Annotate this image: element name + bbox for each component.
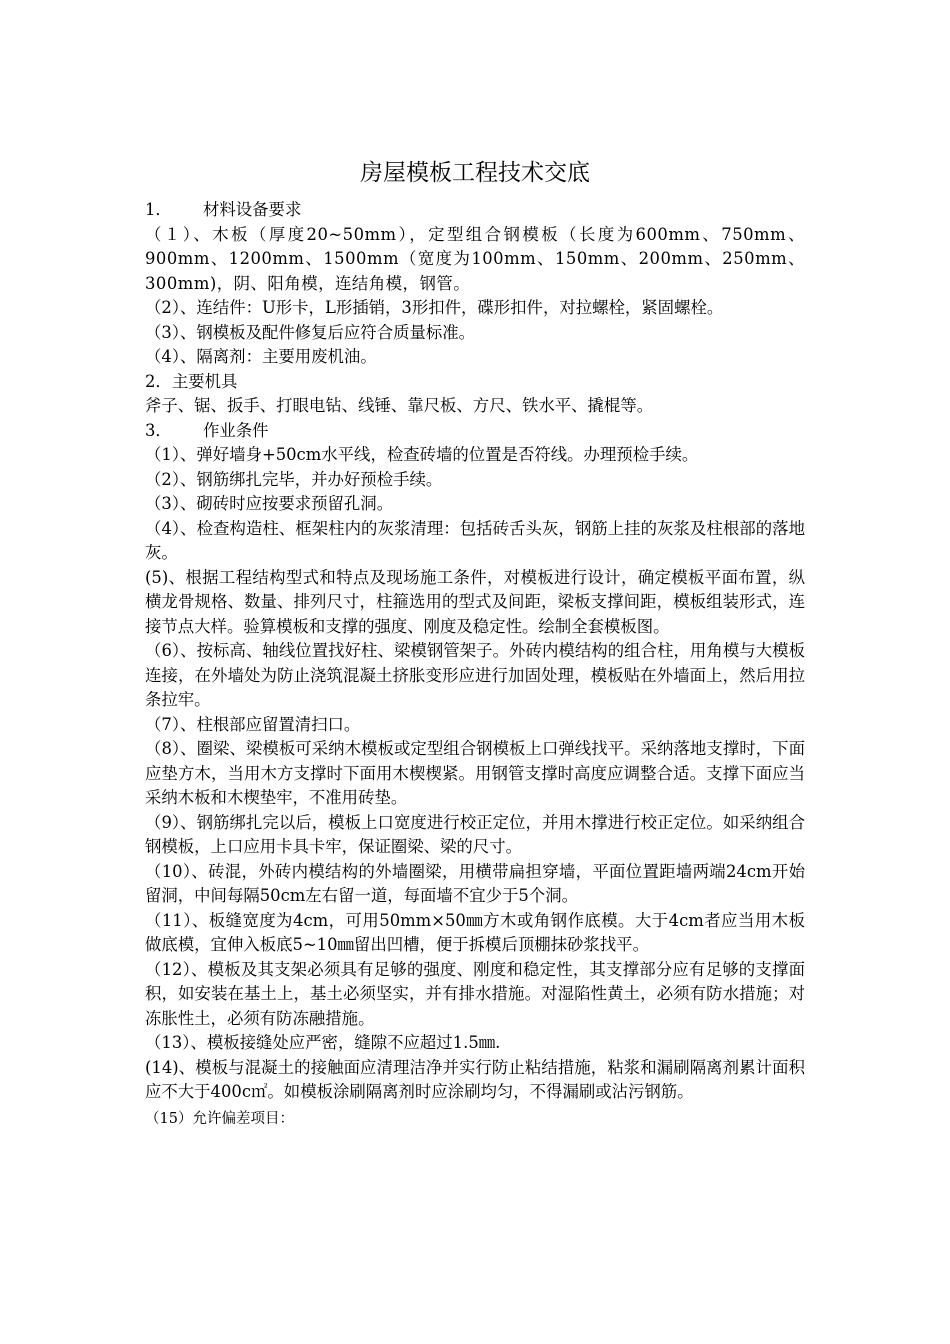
- document-title: 房屋模板工程技术交底: [360, 160, 590, 186]
- section-heading-3: [145, 419, 805, 444]
- paragraph: （10）、砖混，外砖内模结构的外墙圈梁，用横带扁担穿墙，平面位置距墙两端24cm开始留洞，中间每隔50cm左右留一道，每面墙不宜少于5个洞。: [145, 861, 805, 905]
- section-number: 3．: [145, 420, 172, 440]
- paragraph: （4）、检查构造柱、框架柱内的灰浆清理：包括砖舌头灰，钢筋上挂的灰浆及柱根部的落地灰。: [145, 518, 805, 562]
- paragraph: （13）、模板接缝处应严密，缝隙不应超过1.5㎜.: [145, 1033, 501, 1052]
- section-heading-1: [145, 198, 805, 223]
- section-title: 主要机具: [171, 371, 238, 391]
- paragraph: （2）、钢筋绑扎完毕，并办好预检手续。: [145, 469, 443, 489]
- paragraph: （11）、板缝宽度为4cm，可用50mm×50㎜方木或角钢作底模。大于4cm者应当用木板做底模，宜伸入板底5~10㎜留出凹槽，便于拆模后顶棚抹砂浆找平。: [145, 910, 805, 954]
- section-heading-2: [145, 370, 805, 395]
- paragraph: （7）、柱根部应留置清扫口。: [145, 714, 361, 734]
- paragraph: (14)、模板与混凝土的接触面应清理洁净并实行防止粘结措施，粘浆和漏刷隔离剂累计面积应不大于400c㎡。如模板涂刷隔离剂时应涂刷均匀，不得漏刷或沾污钢筋。: [145, 1057, 805, 1101]
- section-number: 1．: [145, 200, 172, 219]
- paragraph: （1）、弹好墙身+50cm水平线，检查砖墙的位置是否符线。办理预检手续。: [145, 445, 699, 464]
- paragraph: （6）、按标高、轴线位置找好柱、梁模钢管架子。外砖内模结构的组合柱，用角模与大模板连接，在外墙处为防止浇筑混凝土挤胀变形应进行加固处理，模板贴在外墙面上，然后用拉条拉牢。: [145, 641, 805, 709]
- paragraph: （8）、圈梁、梁模板可采纳木模板或定型组合钢模板上口弹线找平。采纳落地支撑时，下面应垫方木，当用木方支撑时下面用木楔楔紧。用钢管支撑时高度应调整合适。支撑下面应当采纳木板和木楔垫牢，不准用砖垫。: [145, 739, 805, 807]
- paragraph: （9）、钢筋绑扎完以后，模板上口宽度进行校正定位，并用木撑进行校正定位。如采纳组合钢模板，上口应用卡具卡牢，保证圈梁、梁的尺寸。: [145, 812, 805, 856]
- section-title: 材料设备要求: [203, 200, 302, 219]
- paragraph: （2）、连结件：U形卡，L形插销，3形扣件，碟形扣件，对拉螺栓，紧固螺栓。: [145, 298, 724, 317]
- section-number: 2．: [145, 371, 172, 391]
- paragraph: （12）、模板及其支架必须具有足够的强度、刚度和稳定性，其支撑部分应有足够的支撑面积，如安装在基土上，基土必须坚实，并有排水措施。对湿陷性黄土，必须有防水措施；对冻胀性土，必须有防冻融措施。: [145, 959, 805, 1028]
- paragraph: （15）允许偏差项目：: [145, 1110, 294, 1127]
- paragraph: （4）、隔离剂：主要用废机油。: [145, 347, 377, 366]
- document-body: [145, 198, 805, 1131]
- paragraph: （3）、砌砖时应按要求预留孔洞。: [145, 494, 394, 513]
- paragraph: 斧子、锯、扳手、打眼电钻、线锤、靠尺板、方尺、铁水平、撬棍等。: [145, 396, 654, 415]
- paragraph: (5)、根据工程结构型式和特点及现场施工条件，对模板进行设计，确定模板平面布置，纵横龙骨规格、数量、排列尺寸，柱箍选用的型式及间距，梁板支撑间距，模板组装形式，连接节点大样。验算模板和支撑的强度、刚度及稳定性。绘制全套模板图。: [145, 567, 805, 636]
- paragraph: （3）、钢模板及配件修复后应符合质量标准。: [145, 322, 476, 342]
- section-title: 作业条件: [203, 420, 269, 440]
- paragraph: （１）、木板（厚度20~50mm），定型组合钢模板（长度为600mm、750mm、900mm、1200mm、1500mm（宽度为100mm、150mm、200mm、250mm、300mm)，阴、阳角模，连结角模，钢管。: [145, 224, 805, 293]
